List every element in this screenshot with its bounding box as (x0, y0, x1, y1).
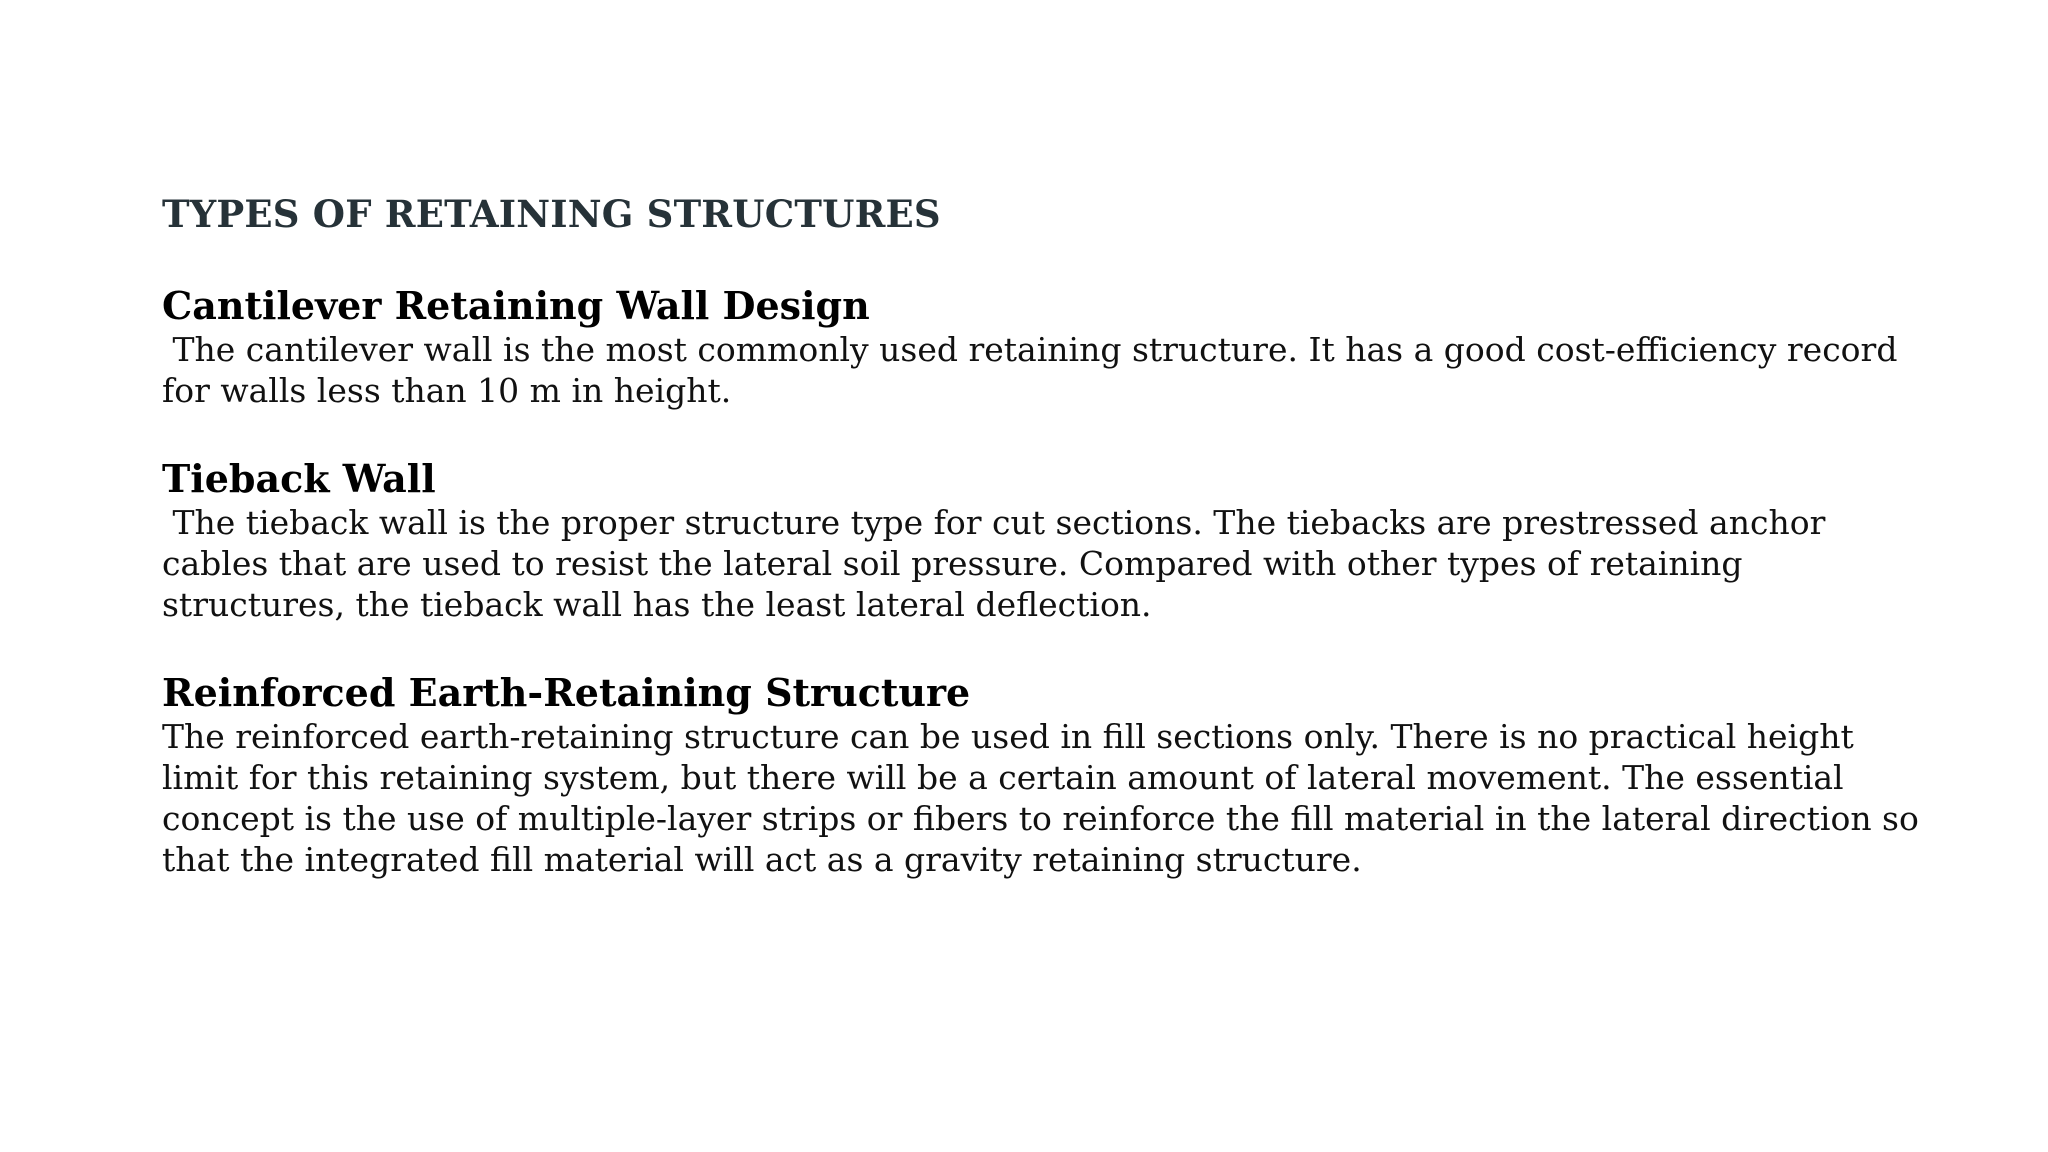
section-cantilever-wall (162, 284, 1922, 411)
section-tieback-wall (162, 457, 1922, 625)
section-heading: Cantilever Retaining Wall Design (162, 283, 870, 329)
slide-content (162, 192, 1930, 926)
section-heading: Tieback Wall (162, 456, 436, 502)
section-body: The tieback wall is the proper structure type for cut sections. The tiebacks are prestressed anchor cables that are used to resist the lateral soil pressure. Compared with other types of retaining structures, the tieback wall has the least lateral deflection. (162, 503, 1836, 625)
section-body: The reinforced earth-retaining structure can be used in fill sections only. There is no practical height limit for this retaining system, but there will be a certain amount of lateral movement. The essential concept is the use of multiple-layer strips or fibers to reinforce the fill material in the lateral direction so that the integrated fill material will act as a gravity retaining structure. (162, 716, 1930, 879)
section-heading: Reinforced Earth-Retaining Structure (162, 670, 971, 716)
section-body: The cantilever wall is the most commonly used retaining structure. It has a good cost-efficiency record for walls less than 10 m in height. (162, 330, 1908, 411)
slide-title: TYPES OF RETAINING STRUCTURES (162, 192, 941, 236)
section-reinforced-earth (162, 670, 1930, 880)
